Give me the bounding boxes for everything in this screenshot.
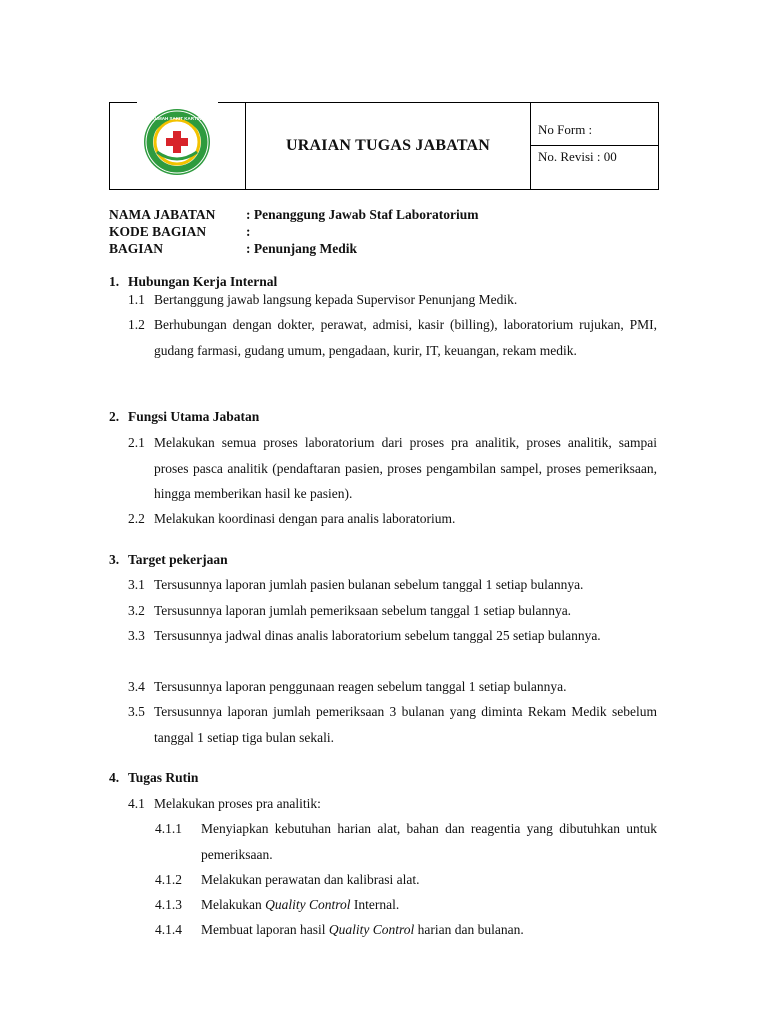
item-4-1-4-pre: Membuat laporan hasil (201, 922, 329, 937)
section-4-title: Tugas Rutin (128, 770, 199, 785)
document-title: URAIAN TUGAS JABATAN (285, 136, 491, 154)
section-4-number: 4. (109, 770, 120, 785)
item-4-1-4-italic: Quality Control (328, 922, 415, 937)
table-border-right (658, 102, 659, 190)
table-border-bottom (109, 189, 659, 190)
nama-jabatan-value: : Penanggung Jawab Staf Laboratorium (246, 207, 479, 222)
item-3-2-text: Tersusunnya laporan jumlah pemeriksaan sebelum tanggal 1 setiap bulannya. (154, 603, 572, 618)
item-3-3-text: Tersusunnya jadwal dinas analis laboratorium sebelum tanggal 25 setiap bulannya. (154, 628, 601, 643)
table-border-left (109, 102, 110, 190)
item-1-1-text: Bertanggung jawab langsung kepada Supervisor Penunjang Medik. (154, 292, 518, 307)
item-4-1-2-text: Melakukan perawatan dan kalibrasi alat. (201, 872, 420, 887)
bagian-value: : Penunjang Medik (246, 241, 358, 256)
bagian-label: BAGIAN (109, 241, 164, 256)
logo-text: RUMAH SAKIT KARTINI (151, 116, 203, 121)
no-revisi-label: No. Revisi : 00 (538, 149, 617, 164)
section-1-number: 1. (109, 274, 120, 289)
section-2-title: Fungsi Utama Jabatan (128, 409, 260, 424)
item-4-1-number: 4.1 (128, 796, 145, 811)
nama-jabatan-label: NAMA JABATAN (109, 207, 216, 222)
section-3-title: Target pekerjaan (128, 552, 228, 567)
hospital-logo (143, 108, 211, 176)
item-3-5-text: Tersusunnya laporan jumlah pemeriksaan 3 bulanan yang diminta Rekam Medik sebelum tanggal 1 setiap tiga bulan sekali. (154, 704, 657, 745)
item-1-2-text: Berhubungan dengan dokter, perawat, admisi, kasir (billing), laboratorium rujukan, PMI, gudang farmasi, gudang umum, pengadaan, kurir, IT, keuangan, rekam medik. (154, 317, 657, 358)
item-4-1-3-pre: Melakukan (201, 897, 266, 912)
item-4-1-4-number: 4.1.4 (155, 922, 182, 937)
item-4-1-3-post: Internal. (350, 897, 400, 912)
item-3-4-text: Tersusunnya laporan penggunaan reagen sebelum tanggal 1 setiap bulannya. (154, 679, 567, 694)
item-3-1-number: 3.1 (128, 577, 145, 592)
item-1-2-number: 1.2 (128, 317, 145, 332)
item-4-1-3-number: 4.1.3 (155, 897, 182, 912)
item-3-2-number: 3.2 (128, 603, 145, 618)
item-3-5-number: 3.5 (128, 704, 145, 719)
item-2-2-number: 2.2 (128, 511, 145, 526)
item-4-1-4-text (201, 921, 524, 938)
table-border-divider-2 (530, 102, 531, 190)
item-4-1-1-number: 4.1.1 (155, 821, 182, 836)
item-4-1-1-text: Menyiapkan kebutuhan harian alat, bahan dan reagentia yang dibutuhkan untuk pemeriksaan. (201, 821, 657, 862)
item-4-1-3-text (201, 896, 399, 913)
kode-bagian-value: : (246, 224, 251, 239)
item-4-1-4-post: harian dan bulanan. (414, 922, 524, 937)
item-4-1-3-italic: Quality Control (265, 897, 351, 912)
item-2-1-number: 2.1 (128, 435, 145, 450)
kode-bagian-label: KODE BAGIAN (109, 224, 207, 239)
item-2-2-text: Melakukan koordinasi dengan para analis laboratorium. (154, 511, 456, 526)
item-4-1-2-number: 4.1.2 (155, 872, 182, 887)
item-3-1-text: Tersusunnya laporan jumlah pasien bulanan sebelum tanggal 1 setiap bulannya. (154, 577, 584, 592)
section-1-title: Hubungan Kerja Internal (128, 274, 278, 289)
section-2-number: 2. (109, 409, 120, 424)
table-border-middle (530, 145, 659, 146)
item-3-3-number: 3.3 (128, 628, 145, 643)
item-4-1-text: Melakukan proses pra analitik: (154, 796, 321, 811)
no-form-label: No Form : (538, 122, 593, 137)
table-border-top-left (109, 102, 137, 103)
item-1-1-number: 1.1 (128, 292, 145, 307)
item-3-4-number: 3.4 (128, 679, 145, 694)
item-2-1-text: Melakukan semua proses laboratorium dari proses pra analitik, proses analitik, sampai proses pasca analitik (pendaftaran pasien, proses pengambilan sampel, proses pemeriksaan, hingga memberikan hasil ke pasien). (154, 435, 657, 501)
section-3-number: 3. (109, 552, 120, 567)
